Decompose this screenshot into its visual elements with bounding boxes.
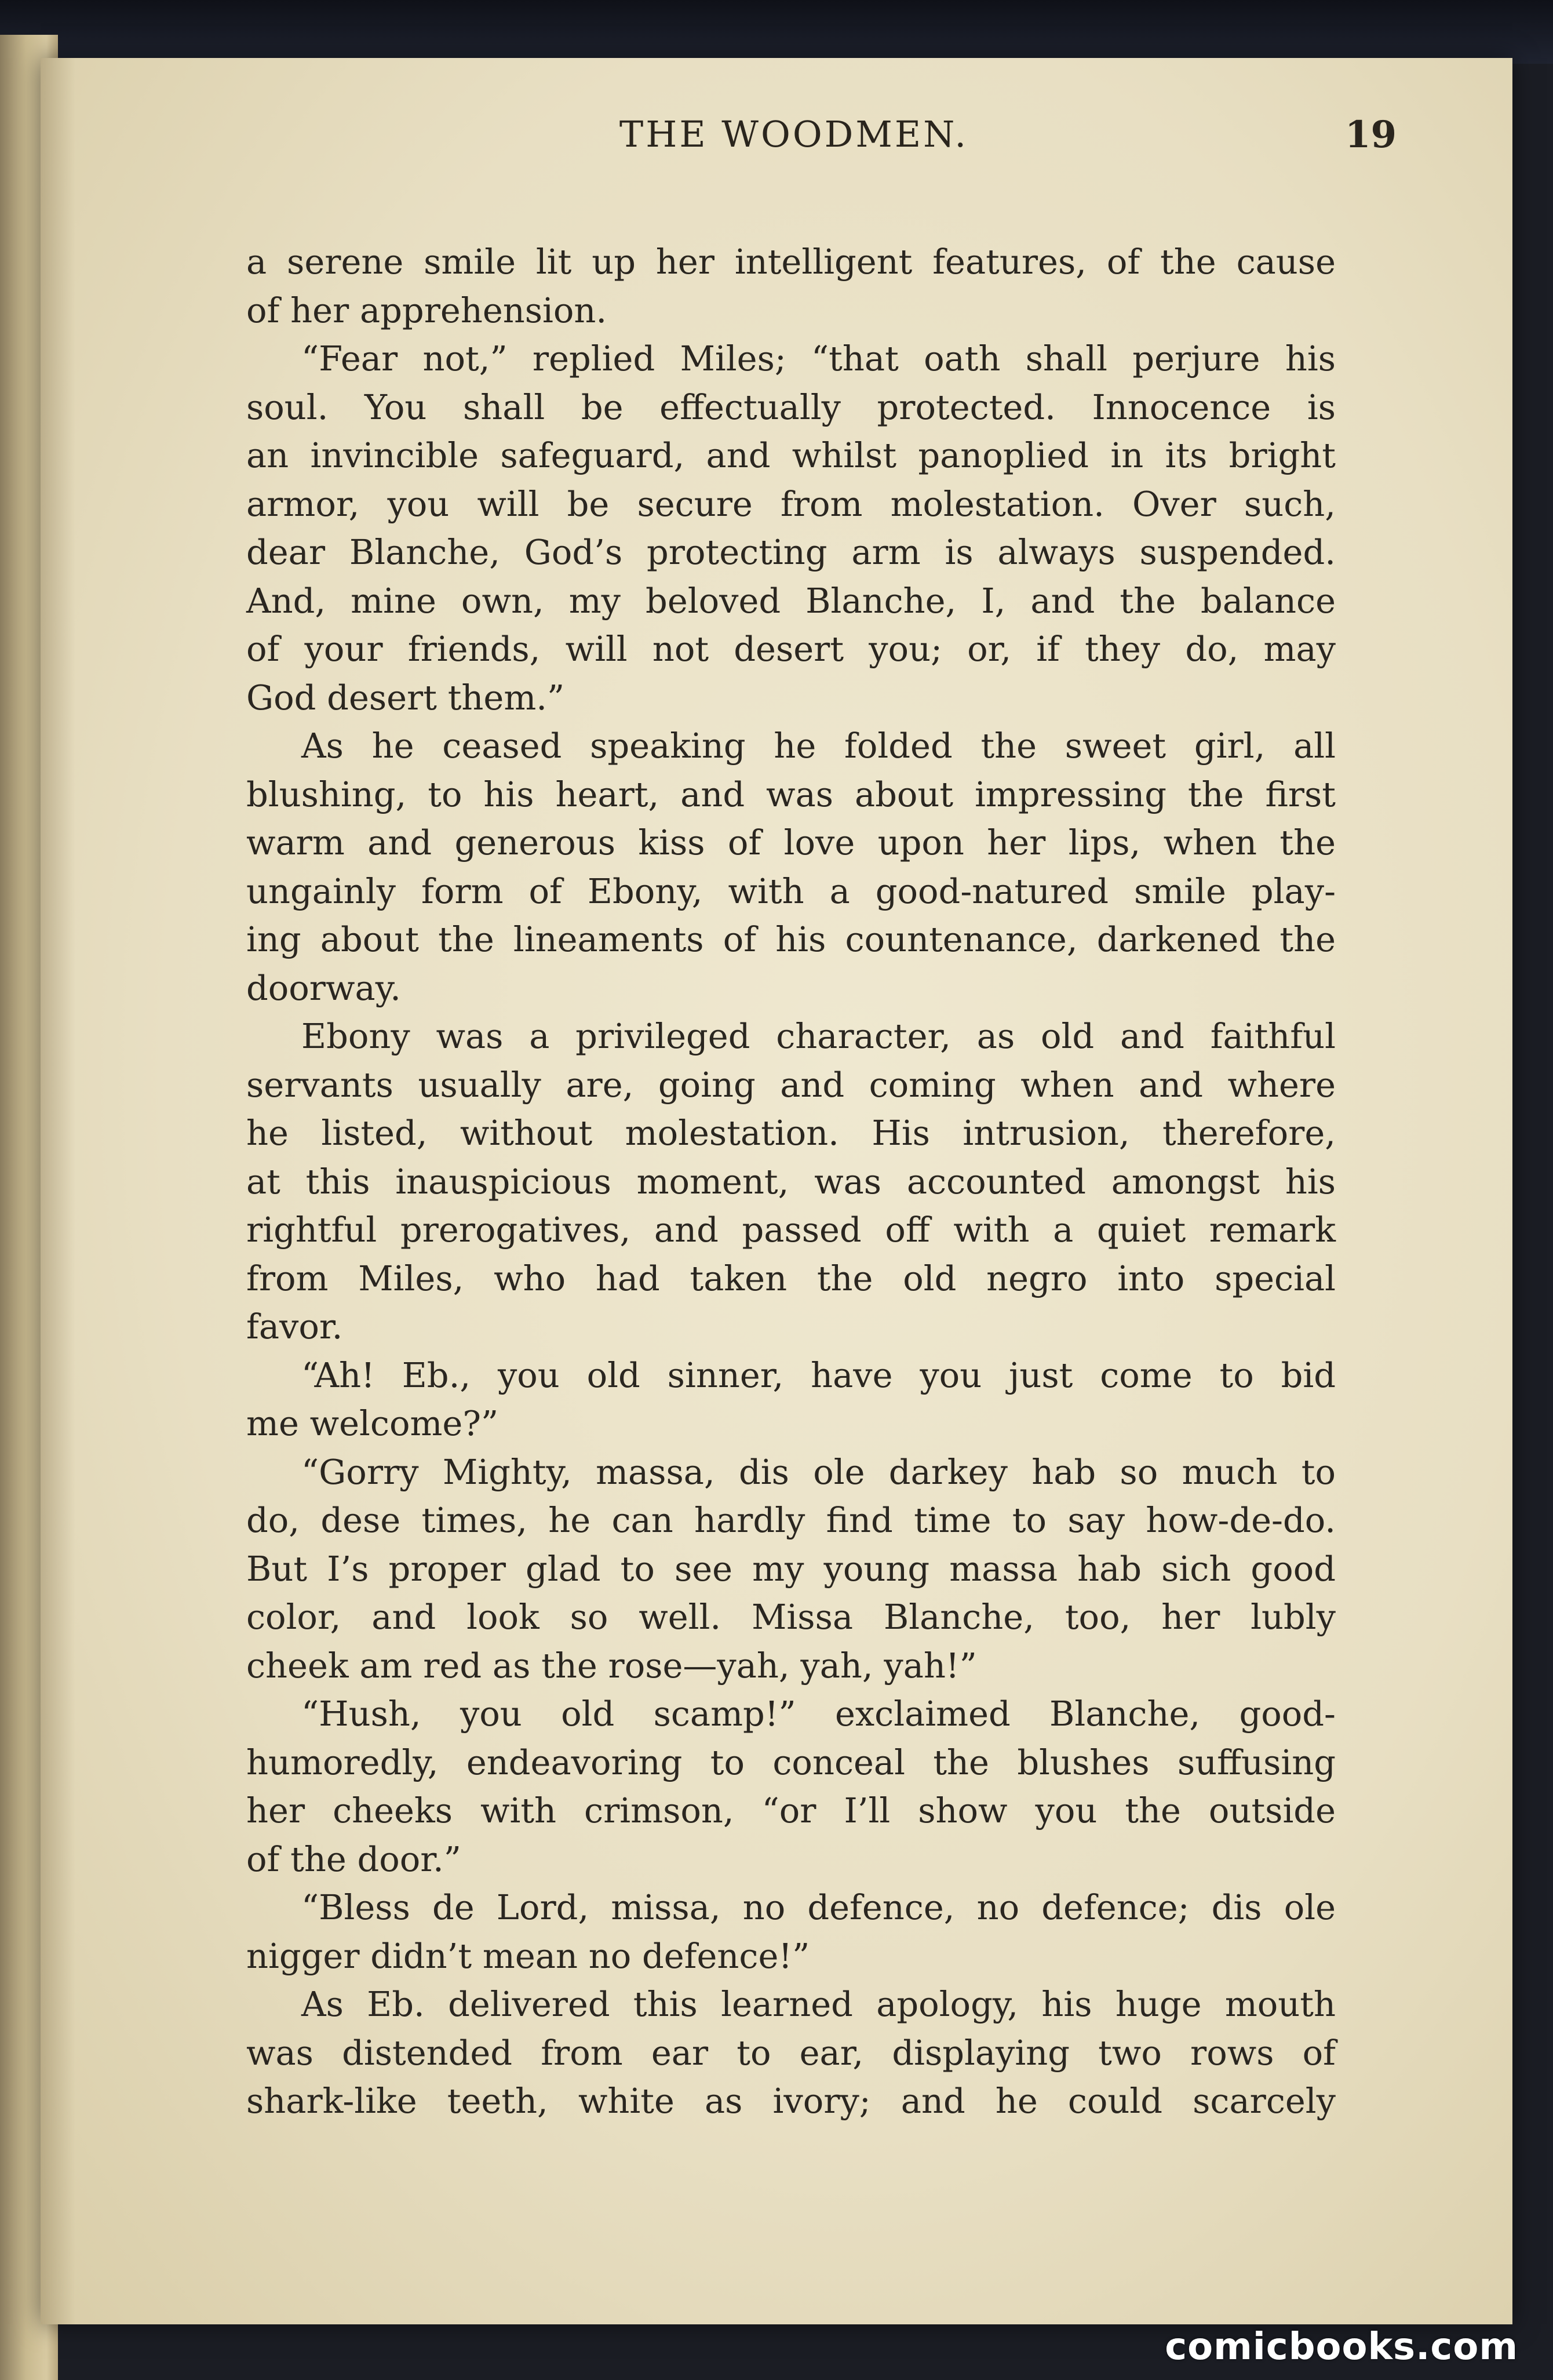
text-line: servants usually are, going and coming when and where bbox=[246, 1064, 1336, 1105]
text-line: doorway. bbox=[246, 967, 401, 1008]
page-header bbox=[191, 113, 1397, 177]
text-line: dear Blanche, God’s protecting arm is always suspended. bbox=[246, 532, 1336, 572]
text-line: God desert them.” bbox=[246, 677, 565, 718]
page-number: 19 bbox=[1344, 113, 1397, 157]
text-line: rightful prerogatives, and passed off with a quiet remark bbox=[246, 1210, 1336, 1250]
text-line: do, dese times, he can hardly find time to say how-de-do. bbox=[246, 1500, 1336, 1540]
text-line: was distended from ear to ear, displaying two rows of bbox=[246, 2032, 1336, 2073]
text-line: an invincible safeguard, and whilst panoplied in its bright bbox=[246, 435, 1336, 475]
text-line: And, mine own, my beloved Blanche, I, and the balance bbox=[246, 580, 1336, 621]
text-line: “Bless de Lord, missa, no defence, no defence; dis ole bbox=[301, 1887, 1336, 1927]
text-line: a serene smile lit up her intelligent features, of the cause bbox=[246, 242, 1336, 282]
text-line: humoredly, endeavoring to conceal the blushes suffusing bbox=[246, 1742, 1336, 1782]
text-line: of the door.” bbox=[246, 1839, 461, 1879]
text-line: “Hush, you old scamp!” exclaimed Blanche, good- bbox=[301, 1694, 1336, 1734]
text-line: cheek am red as the rose—yah, yah, yah!” bbox=[246, 1645, 977, 1686]
text-line: he listed, without molestation. His intrusion, therefore, bbox=[246, 1113, 1336, 1153]
text-line: As Eb. delivered this learned apology, his huge mouth bbox=[301, 1984, 1336, 2024]
text-line: Ebony was a privileged character, as old and faithful bbox=[301, 1016, 1336, 1056]
text-line: soul. You shall be effectually protected. Innocence is bbox=[246, 387, 1336, 427]
text-line: of her apprehension. bbox=[246, 290, 607, 330]
body-text bbox=[246, 238, 1336, 2126]
text-line: favor. bbox=[246, 1307, 343, 1347]
text-line: from Miles, who had taken the old negro into special bbox=[246, 1258, 1336, 1298]
text-line: “Gorry Mighty, massa, dis ole darkey hab so much to bbox=[301, 1451, 1336, 1492]
text-line: color, and look so well. Missa Blanche, too, her lubly bbox=[246, 1597, 1336, 1637]
text-line: As he ceased speaking he folded the sweet girl, all bbox=[301, 726, 1336, 766]
text-line: “Fear not,” replied Miles; “that oath shall perjure his bbox=[301, 339, 1336, 379]
text-line: nigger didn’t mean no defence!” bbox=[246, 1935, 810, 1976]
scan-background-top bbox=[0, 0, 1553, 64]
site-watermark: comicbooks.com bbox=[1165, 2326, 1518, 2368]
text-line: blushing, to his heart, and was about impressing the first bbox=[246, 774, 1336, 814]
gutter-shadow bbox=[41, 58, 75, 2324]
text-line: her cheeks with crimson, “or I’ll show you the outside bbox=[246, 1791, 1336, 1831]
running-head: THE WOODMEN. bbox=[619, 113, 969, 155]
text-line: me welcome?” bbox=[246, 1403, 499, 1443]
text-line: ungainly form of Ebony, with a good-natured smile play- bbox=[246, 871, 1336, 911]
text-line: “Ah! Eb., you old sinner, have you just come to bid bbox=[301, 1355, 1336, 1395]
text-line: armor, you will be secure from molestation. Over such, bbox=[246, 483, 1336, 524]
text-line: at this inauspicious moment, was accounted amongst his bbox=[246, 1161, 1336, 1202]
text-line: But I’s proper glad to see my young massa hab sich good bbox=[246, 1548, 1336, 1589]
text-line: shark-like teeth, white as ivory; and he could scarcely bbox=[246, 2081, 1336, 2121]
text-line: warm and generous kiss of love upon her lips, when the bbox=[246, 823, 1336, 863]
text-line: ing about the lineaments of his countenance, darkened the bbox=[246, 919, 1336, 959]
text-line: of your friends, will not desert you; or, if they do, may bbox=[246, 629, 1336, 669]
